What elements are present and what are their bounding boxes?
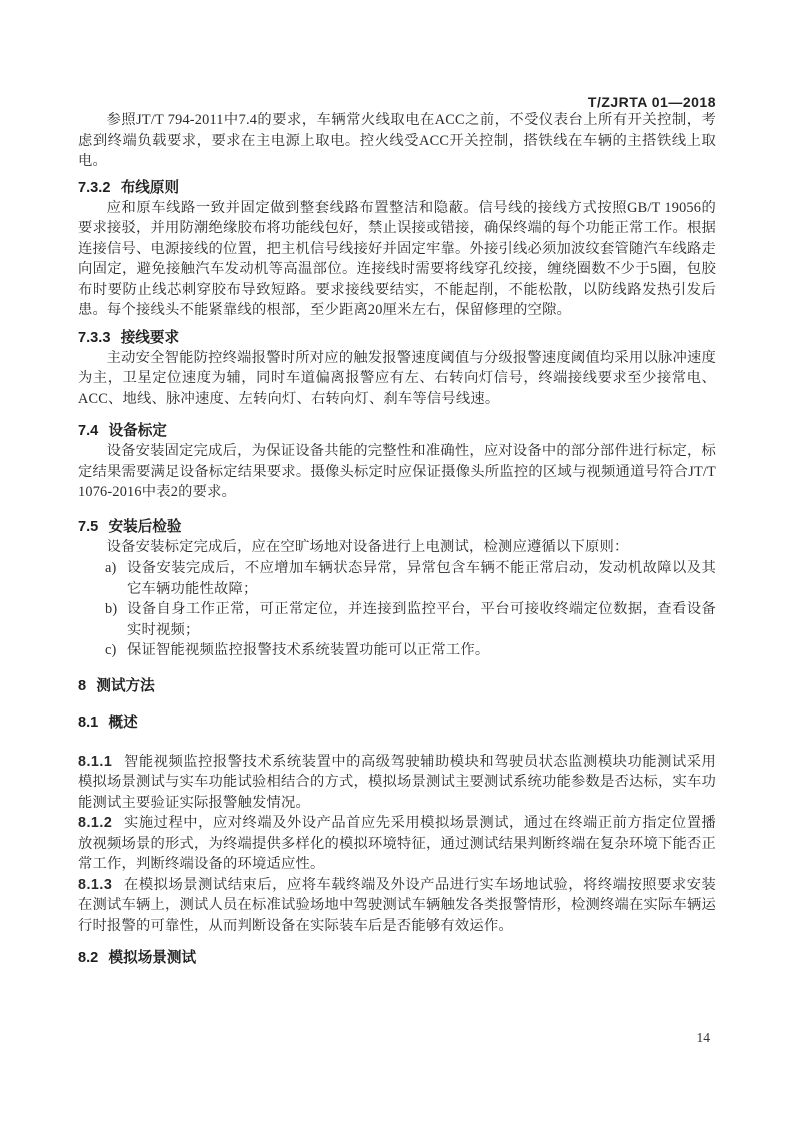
section-heading-7-3-3	[78, 328, 716, 348]
list-item-b	[78, 599, 716, 640]
section-paragraph-7-4: 设备安装固定完成后，为保证设备共能的完整性和准确性，应对设备中的部分部件进行标定，标定结果需要满足设备标定结果要求。摄像头标定时应保证摄像头所监控的区域与视频通道号符合JT/T 1076-2016中表2的要求。	[78, 443, 716, 500]
section-number: 7.3.2	[78, 179, 111, 196]
section-heading-8-1	[78, 713, 716, 733]
section-heading-8-2	[78, 948, 716, 968]
list-item-c	[78, 640, 716, 661]
section-paragraph-7-5: 设备安装标定完成后，应在空旷场地对设备进行上电测试，检测应遵循以下原则：	[106, 538, 629, 555]
standard-code-header: T/ZJRTA 01—2018	[587, 94, 716, 110]
section-paragraph-7-3-2: 应和原车线路一致并固定做到整套线路布置整洁和隐蔽。信号线的接线方式按照GB/T 19056的要求接驳，并用防潮绝缘胶布将功能线包好，禁止误接或错接，确保终端的每个功能正常工作。根据连接信号、电源接线的位置，把主机信号线接好并固定牢靠。外接引线必须加波纹套管随汽车线路走向固定，避免接触汽车发动机等高温部位。连接线时需要将线穿孔绞接，缠绕圈数不少于5圈，包胶布时要防止线芯刺穿胶布导致短路。要求接线要结实，不能起削，不能松散，以防线路发热引发后患。每个接线头不能紧靠线的根部，至少距离20厘米左右，保留修理的空隙。	[78, 199, 716, 318]
section-title: 布线原则	[120, 179, 180, 196]
section-heading-7-5	[78, 517, 716, 537]
intro-paragraph: 参照JT/T 794-2011中7.4的要求，车辆常火线取电在ACC之前，不受仪表台上所有开关控制，考虑到终端负载要求，要求在主电源上取电。控火线受ACC开关控制，搭铁线在车辆的主搭铁线上取电。	[78, 112, 716, 169]
section-title: 安装后检验	[108, 518, 182, 535]
clause-paragraphs	[78, 752, 716, 937]
section-number: 7.4	[78, 423, 99, 439]
chapter-heading-8	[78, 676, 716, 696]
section-title: 模拟场景测试	[108, 950, 197, 966]
section-number: 8.1	[78, 714, 99, 731]
clause-text: 智能视频监控报警技术系统装置中的高级驾驶辅助模块和驾驶员状态监测模块功能测试采用模拟场景测试与实车功能试验相结合的方式，模拟场景测试主要测试系统功能参数是否达标，实车功能测试主要验证实际报警触发情况。	[78, 753, 716, 811]
page-number: 14	[696, 1030, 710, 1045]
list-item-text: 保证智能视频监控报警技术系统装置功能可以正常工作。	[127, 642, 490, 658]
section-heading-7-3-2	[78, 178, 716, 198]
section-number: 8	[78, 677, 87, 694]
list-item-marker: b)	[105, 601, 118, 617]
list-item-a	[78, 558, 716, 599]
section-number: 7.3.3	[78, 329, 111, 346]
inspection-principles-list	[78, 558, 716, 661]
list-item-text: 设备安装完成后，不应增加车辆状态异常，异常包含车辆不能正常启动，发动机故障以及其它车辆功能性故障；	[127, 560, 716, 597]
section-number: 8.2	[78, 950, 99, 966]
list-item-text: 设备自身工作正常，可正常定位，并连接到监控平台，平台可接收终端定位数据，查看设备实时视频；	[127, 601, 716, 638]
clause-8-1-3	[78, 875, 716, 937]
list-item-marker: a)	[105, 560, 117, 576]
list-item-marker: c)	[105, 642, 117, 658]
section-title: 测试方法	[96, 677, 155, 694]
clause-text: 实施过程中，应对终端及外设产品首应先采用模拟场景测试，通过在终端正前方指定位置播放视频场景的形式，为终端提供多样化的模拟环境特征，通过测试结果判断终端在复杂环境下能否正常工作，判断终端设备的环境适应性。	[78, 815, 716, 872]
clause-number: 8.1.1	[78, 753, 113, 770]
clause-number: 8.1.2	[78, 815, 113, 831]
page-content	[78, 0, 716, 968]
clause-8-1-2	[78, 813, 716, 875]
section-title: 设备标定	[108, 423, 167, 439]
clause-8-1-1	[78, 752, 716, 814]
section-paragraph-7-3-3: 主动安全智能防控终端报警时所对应的触发报警速度阈值与分级报警速度阈值均采用以脉冲速度为主，卫星定位速度为辅，同时车道偏离报警应有左、右转向灯信号，终端接线要求至少接常电、ACC、地线、脉冲速度、左转向灯、右转向灯、刹车等信号线速。	[78, 349, 716, 407]
clause-number: 8.1.3	[78, 876, 113, 893]
section-number: 7.5	[78, 518, 99, 535]
section-heading-7-4	[78, 421, 716, 441]
clause-text: 在模拟场景测试结束后，应将车载终端及外设产品进行实车场地试验，将终端按照要求安装在测试车辆上，测试人员在标准试验场地中驾驶测试车辆触发各类报警情形，检测终端在实际车辆运行时报警的可靠性，从而判断设备在实际装车后是否能够有效运作。	[78, 876, 716, 934]
section-title: 概述	[108, 714, 138, 731]
section-title: 接线要求	[120, 329, 180, 346]
